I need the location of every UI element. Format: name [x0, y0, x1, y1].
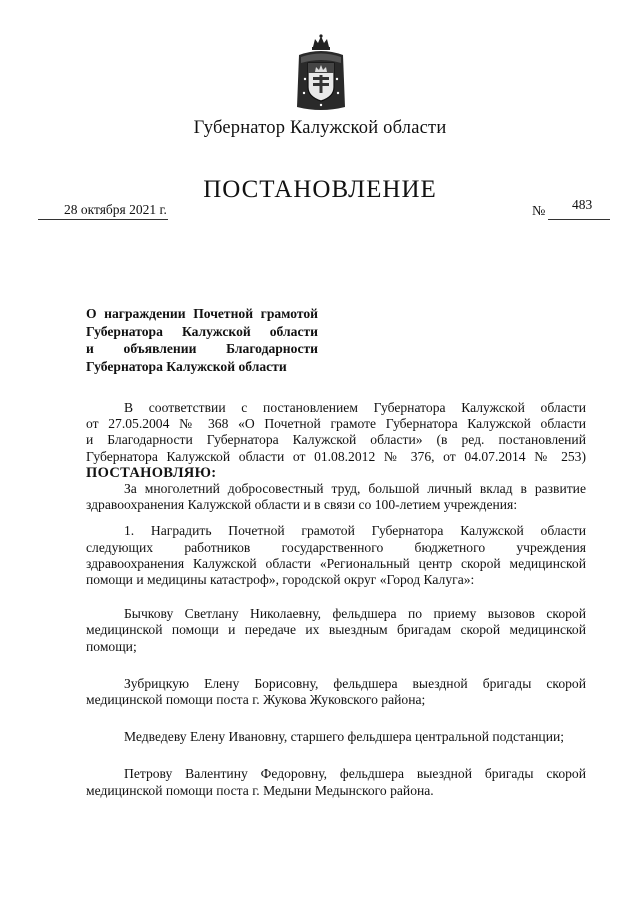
awardee-line: помощи;	[86, 638, 137, 654]
number-underline	[548, 219, 610, 220]
awardee-line: Бычкову Светлану Николаевну, фельдшера по приему вызовов скорой	[124, 606, 586, 622]
subject-line: О награждении Почетной грамотой	[86, 306, 318, 321]
item-1-line: здравоохранения Калужской области «Региональный центр скорой медицинской	[86, 555, 586, 571]
subject-line: Губернатора Калужской области	[86, 358, 287, 374]
document-number: 483	[572, 197, 593, 212]
coat-of-arms-icon	[291, 33, 351, 113]
document-body	[86, 400, 586, 799]
preamble-line: и Благодарности Губернатора Калужской области» (в ред. постановлений	[86, 432, 586, 448]
document-date: 28 октября 2021 г.	[64, 202, 167, 217]
date-underline	[38, 219, 168, 220]
preamble-line: В соответствии с постановлением Губернатора Калужской области	[124, 400, 586, 415]
document-subject	[86, 305, 318, 375]
awardee-line: медицинской помощи поста г. Медыни Медынского района.	[86, 782, 434, 798]
subject-line: Губернатора Калужской области	[86, 323, 318, 339]
document-type-title: ПОСТАНОВЛЕНИЕ	[203, 176, 437, 203]
awardee-line: медицинской помощи и передаче их выездным бригадам скорой медицинской	[86, 622, 586, 638]
awardee-line: Зубрицкую Елену Борисовну, фельдшера выездной бригады скорой	[124, 675, 586, 691]
preamble-line: Губернатора Калужской области от 01.08.2012 № 376, от 04.07.2014 № 253)	[86, 448, 586, 464]
motive-line: За многолетний добросовестный труд, большой личный вклад в развитие	[124, 481, 586, 497]
number-label: №	[532, 204, 546, 219]
issuer-title: Губернатор Калужской области	[193, 118, 447, 138]
item-1-line: следующих работников государственного бюджетного учреждения	[86, 539, 586, 555]
awardee-line: медицинской помощи поста г. Жукова Жуковского района;	[86, 692, 426, 708]
subject-line: и объявлении Благодарности	[86, 341, 318, 356]
motive-line: здравоохранения Калужской области и в связи со 100-летием учреждения:	[86, 497, 518, 513]
item-1-line: 1. Наградить Почетной грамотой Губернатора Калужской области	[124, 523, 586, 539]
preamble-line: от 27.05.2004 № 368 «О Почетной грамоте Губернатора Калужской области	[86, 416, 586, 432]
awardee-line: Медведеву Елену Ивановну, старшего фельдшера центральной подстанции;	[124, 729, 565, 745]
awardee-line: Петрову Валентину Федоровну, фельдшера выездной бригады скорой	[124, 766, 586, 782]
item-1-line: помощи и медицины катастроф», городской округ «Город Калуга»:	[86, 572, 475, 588]
decree-heading: ПОСТАНОВЛЯЮ:	[86, 464, 217, 481]
